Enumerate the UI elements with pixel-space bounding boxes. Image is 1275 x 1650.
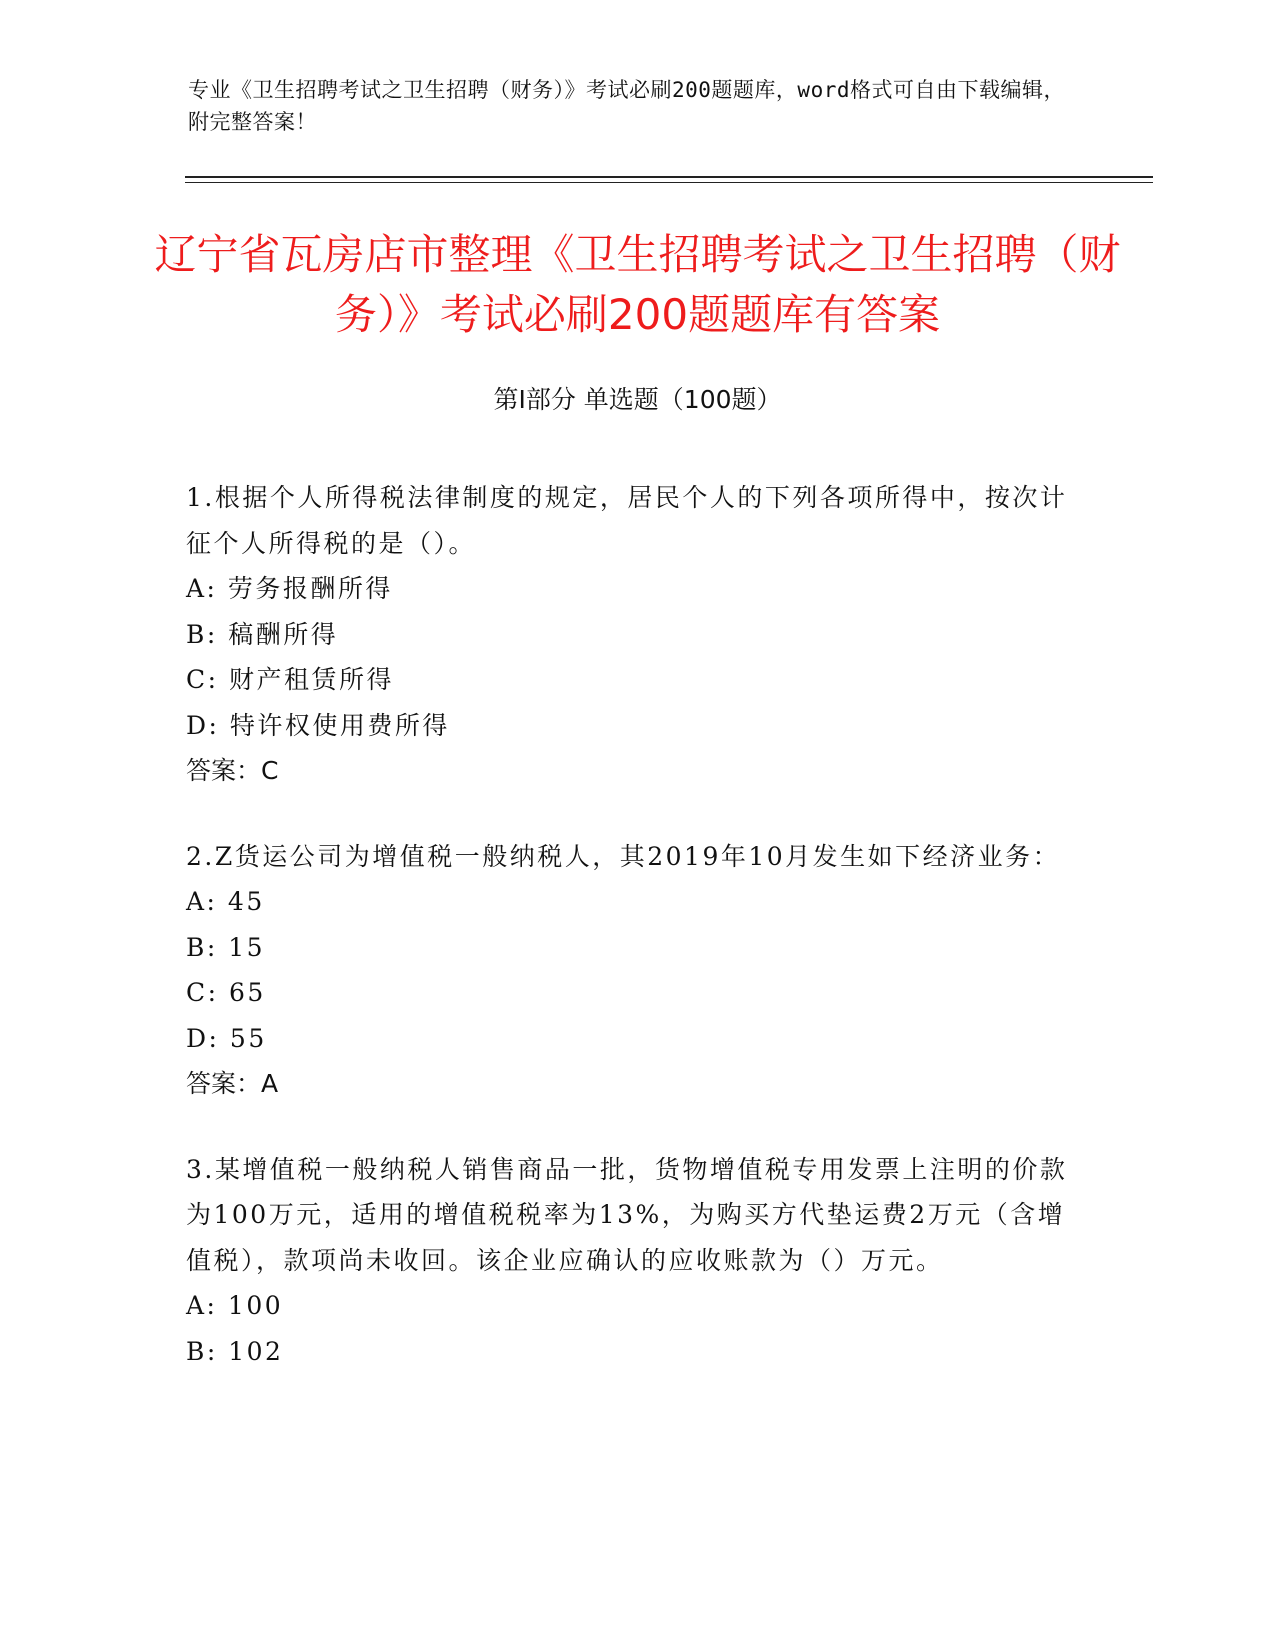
question-3 bbox=[186, 1147, 1086, 1375]
option-c: C: 65 bbox=[186, 978, 266, 1007]
document-title: 辽宁省瓦房店市整理《卫生招聘考试之卫生招聘（财务）》考试必刷200题题库有答案 bbox=[154, 230, 1121, 339]
option-d: D: 特许权使用费所得 bbox=[186, 710, 450, 740]
section-heading: 第Ⅰ部分 单选题（100题） bbox=[493, 385, 782, 414]
option-a: A: 45 bbox=[186, 887, 265, 916]
option-a: A: 劳务报酬所得 bbox=[186, 574, 393, 603]
option-b: B: 稿酬所得 bbox=[186, 619, 339, 649]
header-divider bbox=[185, 176, 1153, 178]
option-c: C: 财产租赁所得 bbox=[186, 665, 394, 694]
question-list bbox=[186, 475, 1086, 1414]
answer: 答案：A bbox=[186, 1069, 279, 1098]
option-b: B: 102 bbox=[186, 1336, 284, 1366]
option-b: B: 15 bbox=[186, 932, 266, 962]
header-note: 专业《卫生招聘考试之卫生招聘（财务）》考试必刷200题题库，word格式可自由下载编辑，附完整答案！ bbox=[188, 78, 1065, 134]
option-a: A: 100 bbox=[186, 1291, 284, 1320]
answer: 答案：C bbox=[186, 756, 279, 785]
question-stem: 2.Z货运公司为增值税一般纳税人，其2019年10月发生如下经济业务： bbox=[186, 841, 1061, 871]
question-2 bbox=[186, 834, 1086, 1107]
header-divider-thin bbox=[185, 182, 1153, 183]
question-stem: 3.某增值税一般纳税人销售商品一批，货物增值税专用发票上注明的价款为100万元，适用的增值税税率为13%，为购买方代垫运费2万元（含增值税），款项尚未收回。该企业应确认的应收账款为（）万元。 bbox=[186, 1154, 1068, 1275]
option-d: D: 55 bbox=[186, 1023, 267, 1053]
question-1 bbox=[186, 475, 1086, 794]
question-stem: 1.根据个人所得税法律制度的规定，居民个人的下列各项所得中，按次计征个人所得税的是（）。 bbox=[186, 483, 1068, 558]
